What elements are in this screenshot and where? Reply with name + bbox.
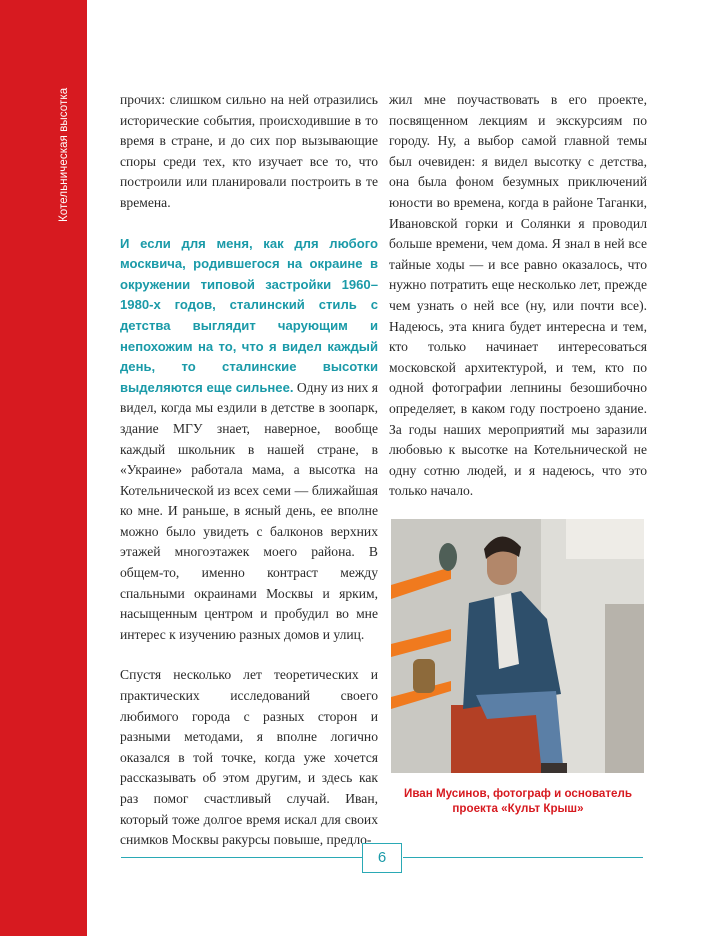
caption-line: Иван Мусинов, фотограф и основатель bbox=[404, 787, 632, 800]
running-title: Котельническая высотка bbox=[58, 87, 70, 222]
paragraph-highlight bbox=[120, 234, 378, 646]
spine-bar bbox=[0, 0, 87, 936]
portrait-photo bbox=[391, 519, 644, 773]
paragraph: прочих: слишком сильно на ней отразились исторические события, происходившие в то время в стране, и до сих пор вызывающие споры среди тех, кто изучает все то, что построили или планировали построить в те времена. bbox=[120, 92, 378, 210]
highlight-text: И если для меня, как для любого москвича, родившегося на окраине в окружении типовой застройки 1960–1980-х годов, сталинский стиль с детства выглядит чарующим и непохожим на то, что я видел каждый день, то сталинские высотки выделяются еще сильнее. bbox=[120, 235, 378, 395]
photo-caption bbox=[389, 786, 647, 816]
page-number: 6 bbox=[362, 843, 402, 873]
footer-rule-left bbox=[121, 857, 362, 858]
left-column bbox=[120, 90, 378, 871]
right-column bbox=[389, 90, 647, 522]
paragraph: Спустя несколько лет теоретических и практических исследований своего любимого города с разных сторон и разными методами, я вполне логично оказался в той точке, когда уже хочется рассказывать об этом другим, и здесь как раз помог счастливый случай. Иван, который тоже долгое время искал для своих снимков Москвы ракурсы повыше, предло- bbox=[120, 667, 378, 848]
paragraph-text: Одну из них я видел, когда мы ездили в детстве в зоопарк, здание МГУ знает, наверное, вообще каждый школьник в нашей стране, в «Украине» работала мама, а высотка на Котельнической из всех семи — ближайшая ко мне. И раньше, в ясный день, ее вполне можно было увидеть с балконов верхних этажей многоэтажек моего района. В общем-то, именно контраст между спальными окраинами Москвы и ярким, насыщенным центром и пробудил во мне интерес к изучению разных домов и улиц. bbox=[120, 379, 378, 642]
paragraph: жил мне поучаствовать в его проекте, посвященном лекциям и экскурсиям по городу. Ну, а выбор самой главной темы был очевиден: я видел высотку с детства, она была фоном безумных приключений юности во времена, когда в районе Таганки, Ивановской горки и Солянки я проводил больше времени, чем дома. Я знал в ней все тайные ходы — и все равно оказалось, что нужно потратить еще несколько лет, прежде чем узнать о ней все (ну, или почти все). Надеюсь, эта книга будет интересна и тем, кто только начинает интересоваться московской архитектурой, и тем, кто по одной фотографии лепнины безошибочно определяет, в каком году построено здание. За годы наших мероприятий мы заразили любовью к высотке на Котельнической не одну сотню людей, и я надеюсь, что это только начало. bbox=[389, 92, 647, 499]
footer-rule-right bbox=[403, 857, 643, 858]
photo-illustration bbox=[391, 519, 644, 773]
caption-line: проекта «Культ Крыш» bbox=[452, 802, 584, 815]
